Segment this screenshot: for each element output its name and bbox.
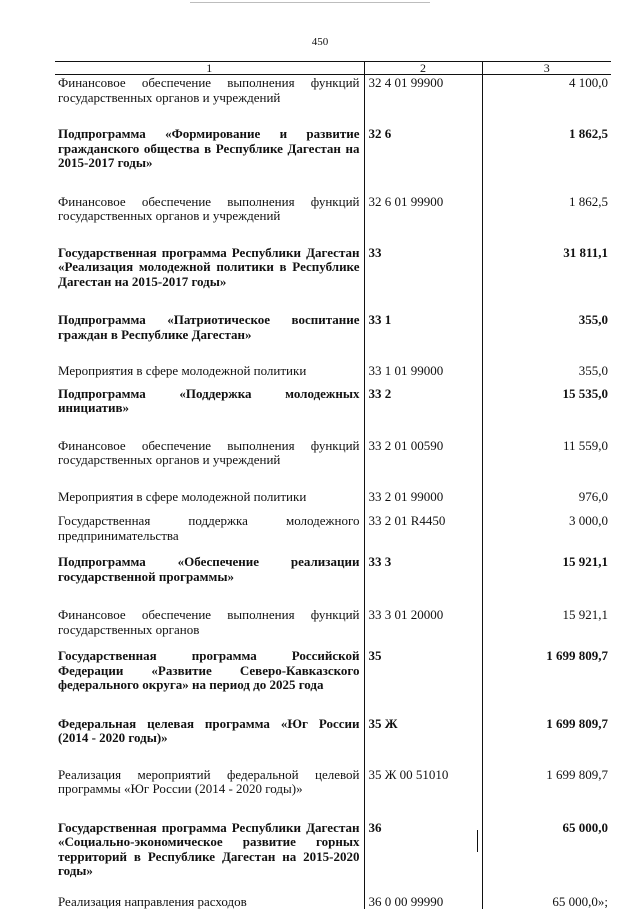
row-code-cell: 33 — [364, 246, 482, 314]
row-name-cell: Подпрограмма «Поддержка молодежных инициатив» — [55, 387, 364, 439]
column-header-2: 2 — [364, 62, 482, 75]
page-number: 450 — [0, 36, 640, 48]
row-name-cell: Государственная поддержка молодежного предпринимательства — [55, 514, 364, 555]
row-amount-cell: 65 000,0»; — [482, 895, 611, 909]
table-row — [55, 608, 611, 649]
row-amount-cell: 976,0 — [482, 490, 611, 515]
table-row — [55, 387, 611, 439]
row-name-cell: Мероприятия в сфере молодежной политики — [55, 364, 364, 387]
table-row — [55, 313, 611, 364]
row-code-cell: 36 0 00 99990 — [364, 895, 482, 909]
row-name-cell: Финансовое обеспечение выполнения функций государственных органов и учреждений — [55, 439, 364, 490]
row-name-cell: Финансовое обеспечение выполнения функций государственных органов и учреждений — [55, 75, 364, 128]
row-name-cell: Государственная программа Республики Дагестан «Социально-экономическое развитие горных территорий в Республике Дагестан на 2015-2020 годы» — [55, 821, 364, 895]
row-amount-cell: 355,0 — [482, 313, 611, 364]
table-row — [55, 768, 611, 821]
table-row — [55, 514, 611, 555]
row-name-cell: Подпрограмма «Обеспечение реализации государственной программы» — [55, 555, 364, 608]
row-name-cell: Финансовое обеспечение выполнения функций государственных органов и учреждений — [55, 195, 364, 246]
row-code-cell: 32 6 01 99900 — [364, 195, 482, 246]
column-header-1: 1 — [55, 62, 364, 75]
row-amount-cell: 15 535,0 — [482, 387, 611, 439]
column-divider-tail-2 — [477, 830, 478, 852]
row-name-cell: Государственная программа Российской Федерации «Развитие Северо-Кавказского федерального округа» на период до 2025 года — [55, 649, 364, 717]
row-code-cell: 33 2 01 99000 — [364, 490, 482, 515]
row-amount-cell: 31 811,1 — [482, 246, 611, 314]
row-code-cell: 32 4 01 99900 — [364, 75, 482, 128]
table-header-row — [55, 62, 611, 75]
row-code-cell: 35 Ж — [364, 717, 482, 768]
row-amount-cell: 15 921,1 — [482, 608, 611, 649]
row-code-cell: 35 Ж 00 51010 — [364, 768, 482, 821]
row-code-cell: 35 — [364, 649, 482, 717]
row-amount-cell: 355,0 — [482, 364, 611, 387]
table-row — [55, 555, 611, 608]
row-code-cell: 33 1 01 99000 — [364, 364, 482, 387]
row-code-cell: 32 6 — [364, 127, 482, 195]
row-name-cell: Реализация направления расходов — [55, 895, 364, 909]
budget-table-container — [55, 61, 611, 909]
column-header-3: 3 — [482, 62, 611, 75]
row-name-cell: Подпрограмма «Формирование и развитие гражданского общества в Республике Дагестан на 2015-2017 годы» — [55, 127, 364, 195]
table-row — [55, 75, 611, 128]
table-row — [55, 246, 611, 314]
row-name-cell: Государственная программа Республики Дагестан «Реализация молодежной политики в Республике Дагестан на 2015-2017 годы» — [55, 246, 364, 314]
budget-table — [55, 61, 611, 909]
table-row — [55, 127, 611, 195]
row-name-cell: Подпрограмма «Патриотическое воспитание граждан в Республике Дагестан» — [55, 313, 364, 364]
table-row — [55, 717, 611, 768]
table-row — [55, 490, 611, 515]
row-amount-cell: 1 699 809,7 — [482, 717, 611, 768]
row-code-cell: 33 2 — [364, 387, 482, 439]
row-amount-cell: 15 921,1 — [482, 555, 611, 608]
row-name-cell: Финансовое обеспечение выполнения функций государственных органов — [55, 608, 364, 649]
row-code-cell: 33 3 — [364, 555, 482, 608]
row-code-cell: 33 1 — [364, 313, 482, 364]
table-row — [55, 195, 611, 246]
row-code-cell: 33 2 01 R4450 — [364, 514, 482, 555]
row-amount-cell: 1 862,5 — [482, 195, 611, 246]
row-amount-cell: 65 000,0 — [482, 821, 611, 895]
row-name-cell: Мероприятия в сфере молодежной политики — [55, 490, 364, 515]
row-code-cell: 33 3 01 20000 — [364, 608, 482, 649]
row-amount-cell: 1 862,5 — [482, 127, 611, 195]
row-amount-cell: 11 559,0 — [482, 439, 611, 490]
row-code-cell: 36 — [364, 821, 482, 895]
row-name-cell: Реализация мероприятий федеральной целевой программы «Юг России (2014 - 2020 годы)» — [55, 768, 364, 821]
table-row — [55, 364, 611, 387]
row-code-cell: 33 2 01 00590 — [364, 439, 482, 490]
table-row — [55, 649, 611, 717]
table-row — [55, 439, 611, 490]
column-divider-tail-1 — [364, 830, 365, 852]
table-body — [55, 75, 611, 909]
table-row — [55, 821, 611, 895]
row-amount-cell: 1 699 809,7 — [482, 649, 611, 717]
row-amount-cell: 3 000,0 — [482, 514, 611, 555]
row-amount-cell: 4 100,0 — [482, 75, 611, 128]
row-name-cell: Федеральная целевая программа «Юг России (2014 - 2020 годы)» — [55, 717, 364, 768]
top-rule — [190, 2, 430, 3]
row-amount-cell: 1 699 809,7 — [482, 768, 611, 821]
table-row — [55, 895, 611, 909]
